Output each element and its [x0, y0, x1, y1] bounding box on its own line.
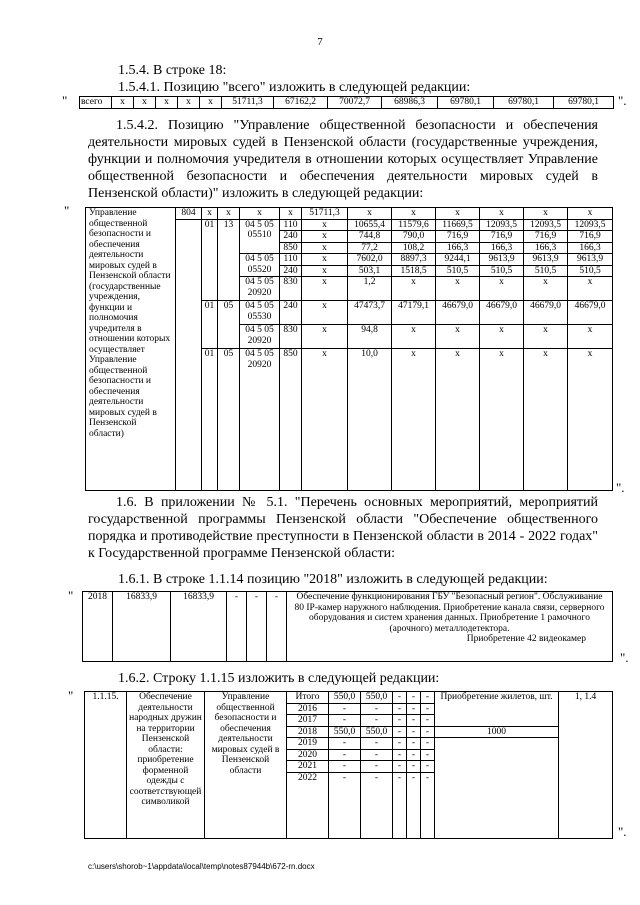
open-quote: " — [62, 93, 68, 108]
close-quote-3: ". — [620, 650, 629, 665]
cell: 1, 1.4 — [559, 692, 613, 839]
cell: Управление общественной безопасности и обеспечения деятельности мировых судей в Пензенской области — [205, 692, 287, 839]
cell: - — [393, 715, 407, 727]
cell: 12093,5 — [524, 219, 568, 231]
description-text: Приобретение 42 видеокамер — [466, 634, 586, 644]
cell: - — [329, 715, 361, 727]
cell: 790,0 — [392, 231, 436, 243]
cell: - — [393, 761, 407, 773]
page-number: 7 — [317, 36, 323, 48]
cell: 716,9 — [524, 231, 568, 243]
cell: 9613,9 — [480, 254, 524, 266]
cell: 04 5 05 20920 — [240, 325, 280, 349]
cell: x — [280, 208, 302, 220]
cell: 10655,4 — [348, 219, 392, 231]
vsego-cell: 51711,3 — [222, 97, 274, 109]
cell: 510,5 — [480, 265, 524, 277]
cell: 830 — [280, 277, 302, 301]
cell: - — [407, 761, 421, 773]
cell: x — [568, 277, 613, 301]
cell: x — [524, 349, 568, 491]
cell: 04 5 05 05520 — [240, 254, 280, 277]
cell: 716,9 — [480, 231, 524, 243]
description-cell — [287, 592, 613, 662]
cell: 04 5 05 05510 — [240, 219, 280, 254]
close-quote-4: ". — [618, 824, 627, 839]
cell: 46679,0 — [480, 301, 524, 325]
cell: x — [302, 231, 348, 243]
vsego-row — [80, 97, 614, 109]
vsego-cell: x — [178, 97, 200, 109]
cell: 2021 — [287, 761, 329, 773]
vsego-cell: x — [200, 97, 222, 109]
cell: - — [407, 749, 421, 761]
cell: 10,0 — [348, 349, 392, 491]
cell: x — [568, 349, 613, 491]
cell: - — [421, 738, 435, 750]
cell: - — [267, 592, 287, 662]
cell: - — [393, 703, 407, 715]
cell: 04 5 05 05530 — [240, 301, 280, 325]
item-1-5-4-1: 1.5.4.1. Позицию "всего" изложить в следующей редакции: — [118, 80, 471, 95]
item-1-6-2: 1.6.2. Строку 1.1.15 изложить в следующей редакции: — [118, 671, 440, 686]
cell: 716,9 — [568, 231, 613, 243]
cell: 550,0 — [361, 692, 393, 704]
cell: x — [436, 325, 480, 349]
cell: 110 — [280, 254, 302, 266]
open-quote-3: " — [68, 588, 74, 603]
cell: 2017 — [287, 715, 329, 727]
cell: - — [421, 692, 435, 704]
cell: 2020 — [287, 749, 329, 761]
cell: - — [247, 592, 267, 662]
cell: 46679,0 — [524, 301, 568, 325]
empty-cell — [176, 219, 202, 301]
cell: x — [392, 325, 436, 349]
cell: 11579,6 — [392, 219, 436, 231]
cell: 8897,3 — [392, 254, 436, 266]
cell: x — [392, 349, 436, 491]
cell: x — [480, 325, 524, 349]
cell: 47179,1 — [392, 301, 436, 325]
cell: 51711,3 — [302, 208, 348, 220]
vsego-cell: 67162,2 — [274, 97, 328, 109]
cell: 13 — [218, 219, 240, 301]
cell: 550,0 — [329, 726, 361, 738]
cell: x — [524, 325, 568, 349]
cell: x — [348, 208, 392, 220]
cell: x — [392, 277, 436, 301]
vsego-cell: x — [134, 97, 156, 109]
cell: 1.1.15. — [85, 692, 127, 839]
vsego-cell: всего — [80, 97, 112, 109]
cell: - — [407, 738, 421, 750]
cell: - — [393, 772, 407, 838]
cell: 01 — [202, 219, 218, 301]
row-2018-table — [82, 591, 613, 662]
empty-cell — [435, 738, 559, 750]
item-1-5-4-2: 1.5.4.2. Позицию "Управление общественной безопасности и обеспечения деятельности мировых судей в Пензенской области (государственные учреждения, функции и полномочия учредителя в отношении которых осуществляет Управление общественной безопасности и обеспечения деятельности мировых судей в Пензенской области)" изложить в следующей редакции: — [88, 118, 598, 201]
cell: 7602,0 — [348, 254, 392, 266]
cell: 166,3 — [436, 242, 480, 254]
vsego-table — [79, 96, 614, 109]
vsego-cell: 68986,3 — [382, 97, 438, 109]
cell: - — [421, 761, 435, 773]
cell: - — [421, 715, 435, 727]
cell: - — [407, 772, 421, 838]
indicator-name: Приобретение жилетов, шт. — [435, 692, 559, 727]
vsego-cell: 69780,1 — [554, 97, 614, 109]
cell: 05 — [218, 301, 240, 349]
department-name-cell: Управление общественной безопасности и обеспечения деятельности мировых судей в Пензенской области (государственные учреждения, функции и полномочия учредителя в отношении которых осуществляет Управление общественной безопасности и обеспечения деятельности мировых судей в Пензенской области) — [86, 208, 176, 491]
cell: x — [480, 277, 524, 301]
cell: - — [329, 703, 361, 715]
item-1-6-1: 1.6.1. В строке 1.1.14 позицию "2018" изложить в следующей редакции: — [118, 572, 548, 587]
cell: x — [302, 254, 348, 266]
cell: - — [361, 749, 393, 761]
cell: x — [392, 208, 436, 220]
cell: - — [329, 772, 361, 838]
cell: x — [302, 277, 348, 301]
cell: 166,3 — [524, 242, 568, 254]
cell: x — [524, 277, 568, 301]
cell: Обеспечение деятельности народных дружин на территории Пензенской области: приобретение форменной одежды с соответствующей символикой — [127, 692, 205, 839]
cell: 1,2 — [348, 277, 392, 301]
cell: - — [407, 715, 421, 727]
cell: - — [393, 692, 407, 704]
cell: x — [436, 349, 480, 491]
cell: 9613,9 — [524, 254, 568, 266]
cell: - — [329, 738, 361, 750]
cell: 2018 — [287, 726, 329, 738]
cell: 550,0 — [361, 726, 393, 738]
cell: 94,8 — [348, 325, 392, 349]
cell: 110 — [280, 219, 302, 231]
cell: 850 — [280, 349, 302, 491]
cell: x — [302, 325, 348, 349]
cell: - — [361, 761, 393, 773]
cell: Итого — [287, 692, 329, 704]
cell: 2016 — [287, 703, 329, 715]
empty-cell — [176, 301, 202, 349]
cell: 04 5 05 20920 — [240, 349, 280, 491]
cell: 510,5 — [436, 265, 480, 277]
cell: 850 — [280, 242, 302, 254]
empty-cell — [435, 772, 559, 838]
row-1-1-15-table — [84, 691, 613, 839]
cell: 16833,9 — [171, 592, 227, 662]
cell: x — [480, 349, 524, 491]
cell: x — [302, 219, 348, 231]
cell: 166,3 — [568, 242, 613, 254]
cell: 01 — [202, 349, 218, 491]
cell: 744,8 — [348, 231, 392, 243]
cell: - — [393, 726, 407, 738]
cell: 2018 — [83, 592, 113, 662]
cell: 77,2 — [348, 242, 392, 254]
cell: 12093,5 — [480, 219, 524, 231]
close-quote-2: ". — [616, 480, 625, 495]
cell: 510,5 — [568, 265, 613, 277]
cell: 2022 — [287, 772, 329, 838]
cell: 05 — [218, 349, 240, 491]
cell: - — [407, 692, 421, 704]
cell: 1518,5 — [392, 265, 436, 277]
cell: - — [421, 749, 435, 761]
cell: x — [202, 208, 218, 220]
cell: - — [361, 703, 393, 715]
empty-cell — [435, 749, 559, 761]
open-quote-4: " — [68, 688, 74, 703]
empty-cell — [176, 349, 202, 491]
cell: 01 — [202, 301, 218, 349]
cell: 830 — [280, 325, 302, 349]
cell: x — [302, 242, 348, 254]
cell: 47473,7 — [348, 301, 392, 325]
cell: x — [436, 208, 480, 220]
cell: 716,9 — [436, 231, 480, 243]
cell: - — [421, 703, 435, 715]
file-path-footer: c:\users\shorob~1\appdata\local\temp\notes87944b\672-rn.docx — [88, 862, 315, 871]
cell: x — [568, 325, 613, 349]
cell: x — [568, 208, 613, 220]
cell: x — [436, 277, 480, 301]
cell: 9244,1 — [436, 254, 480, 266]
cell: x — [302, 265, 348, 277]
open-quote-2: " — [64, 203, 70, 218]
cell: x — [302, 301, 348, 325]
close-quote: ". — [618, 93, 627, 108]
item-1-5-4: 1.5.4. В строке 18: — [118, 63, 227, 78]
department-table — [85, 207, 613, 491]
cell: 46679,0 — [568, 301, 613, 325]
cell: 11669,5 — [436, 219, 480, 231]
vsego-cell: 70072,7 — [328, 97, 382, 109]
cell: - — [421, 726, 435, 738]
description-text: Обеспечение функционирования ГБУ "Безопасный регион". Обслуживание 80 IP-камер наружного наблюдения. Приобретение канала связи, серверного оборудования и систем хранения данных. Приобретение 1 рамочного (арочного) металлодетектора. — [294, 592, 605, 634]
cell: 503,1 — [348, 265, 392, 277]
cell: - — [393, 749, 407, 761]
cell: 16833,9 — [113, 592, 171, 662]
item-1-6: 1.6. В приложении № 5.1. "Перечень основных мероприятий, мероприятий государственной программы Пензенской области "Обеспечение общественного порядка и противодействие преступности в Пензенской области в 2014 - 2022 годах" к Государственной программе Пензенской области: — [88, 495, 598, 561]
cell: - — [361, 715, 393, 727]
cell: - — [361, 738, 393, 750]
cell: - — [329, 749, 361, 761]
cell: 510,5 — [524, 265, 568, 277]
cell: 04 5 05 20920 — [240, 277, 280, 301]
cell: - — [361, 772, 393, 838]
vsego-cell: 69780,1 — [494, 97, 554, 109]
cell: 240 — [280, 265, 302, 277]
empty-cell — [435, 761, 559, 773]
cell: - — [393, 738, 407, 750]
cell: 240 — [280, 231, 302, 243]
cell: 804 — [176, 208, 202, 220]
vsego-cell: 69780,1 — [438, 97, 494, 109]
cell: x — [218, 208, 240, 220]
cell: 12093,5 — [568, 219, 613, 231]
vsego-cell: x — [156, 97, 178, 109]
cell: - — [421, 772, 435, 838]
cell: - — [407, 726, 421, 738]
cell: x — [524, 208, 568, 220]
cell: - — [227, 592, 247, 662]
cell: 46679,0 — [436, 301, 480, 325]
cell: 108,2 — [392, 242, 436, 254]
cell: x — [480, 208, 524, 220]
cell: - — [329, 761, 361, 773]
cell: x — [302, 349, 348, 491]
cell: 550,0 — [329, 692, 361, 704]
cell: 9613,9 — [568, 254, 613, 266]
department-head-row — [86, 208, 613, 220]
vsego-cell: x — [112, 97, 134, 109]
cell: 2019 — [287, 738, 329, 750]
cell: 166,3 — [480, 242, 524, 254]
cell: 240 — [280, 301, 302, 325]
cell: x — [240, 208, 280, 220]
cell: - — [407, 703, 421, 715]
indicator-value: 1000 — [435, 726, 559, 738]
